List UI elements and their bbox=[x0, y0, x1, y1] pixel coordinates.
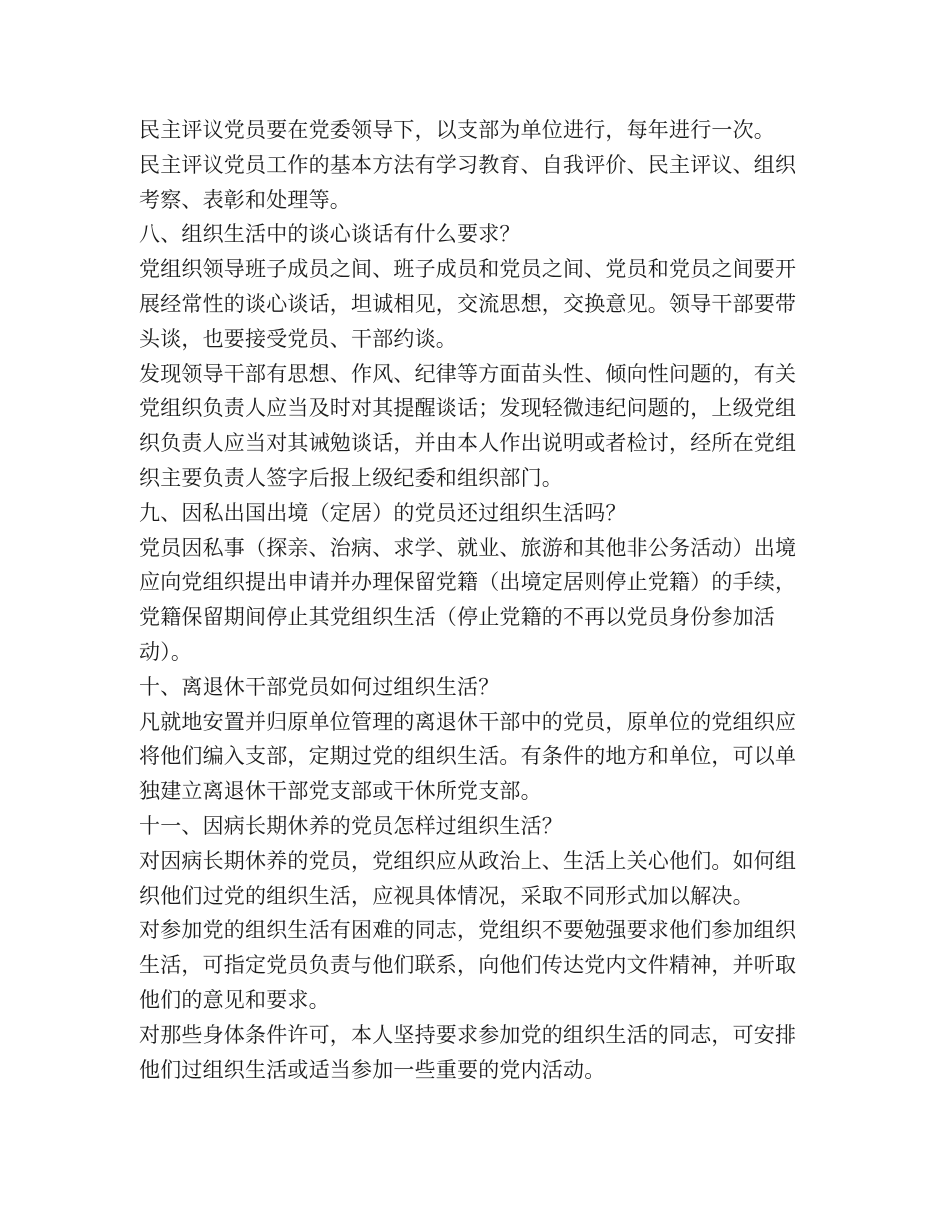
text-line: 对因病长期休养的党员，党组织应从政治上、生活上关心他们。如何组 bbox=[139, 848, 797, 873]
text-line: 头谈，也要接受党员、干部约谈。 bbox=[139, 326, 457, 351]
text-line: 党员因私事（探亲、治病、求学、就业、旅游和其他非公务活动）出境 bbox=[139, 535, 797, 560]
section-heading-8: 八、组织生活中的谈心谈话有什么要求？ bbox=[139, 222, 521, 247]
text-line: 织他们过党的组织生活，应视具体情况，采取不同形式加以解决。 bbox=[139, 883, 754, 908]
section-heading-10: 十、离退休干部党员如何过组织生活？ bbox=[139, 674, 500, 699]
text-line: 他们的意见和要求。 bbox=[139, 987, 330, 1012]
text-line: 织负责人应当对其诫勉谈话，并由本人作出说明或者检讨，经所在党组 bbox=[139, 431, 797, 456]
text-line: 应向党组织提出申请并办理保留党籍（出境定居则停止党籍）的手续， bbox=[139, 570, 797, 595]
text-line: 展经常性的谈心谈话，坦诚相见，交流思想，交换意见。领导干部要带 bbox=[139, 291, 797, 316]
text-line: 凡就地安置并归原单位管理的离退休干部中的党员，原单位的党组织应 bbox=[139, 709, 797, 734]
text-line: 考察、表彰和处理等。 bbox=[139, 187, 351, 212]
text-line: 生活，可指定党员负责与他们联系，向他们传达党内文件精神，并听取 bbox=[139, 953, 797, 978]
document-body bbox=[139, 113, 819, 1087]
text-line: 民主评议党员要在党委领导下，以支部为单位进行，每年进行一次。 bbox=[139, 118, 775, 142]
text-line: 党组织负责人应当及时对其提醒谈话；发现轻微违纪问题的，上级党组 bbox=[139, 396, 797, 421]
text-line: 党组织领导班子成员之间、班子成员和党员之间、党员和党员之间要开 bbox=[139, 257, 797, 282]
text-line: 他们过组织生活或适当参加一些重要的党内活动。 bbox=[139, 1057, 606, 1082]
text-line: 织主要负责人签字后报上级纪委和组织部门。 bbox=[139, 465, 563, 490]
section-heading-9: 九、因私出国出境（定居）的党员还过组织生活吗？ bbox=[139, 500, 627, 525]
section-heading-11: 十一、因病长期休养的党员怎样过组织生活？ bbox=[139, 813, 563, 838]
text-line: 对那些身体条件许可，本人坚持要求参加党的组织生活的同志，可安排 bbox=[139, 1022, 797, 1047]
text-line: 党籍保留期间停止其党组织生活（停止党籍的不再以党员身份参加活 bbox=[139, 605, 775, 630]
text-line: 民主评议党员工作的基本方法有学习教育、自我评价、民主评议、组织 bbox=[139, 152, 797, 177]
text-line: 发现领导干部有思想、作风、纪律等方面苗头性、倾向性问题的，有关 bbox=[139, 361, 797, 386]
text-line: 对参加党的组织生活有困难的同志，党组织不要勉强要求他们参加组织 bbox=[139, 918, 797, 943]
text-line: 独建立离退休干部党支部或干休所党支部。 bbox=[139, 779, 542, 804]
text-line: 将他们编入支部，定期过党的组织生活。有条件的地方和单位，可以单 bbox=[139, 744, 797, 769]
text-line: 动）。 bbox=[139, 639, 193, 664]
